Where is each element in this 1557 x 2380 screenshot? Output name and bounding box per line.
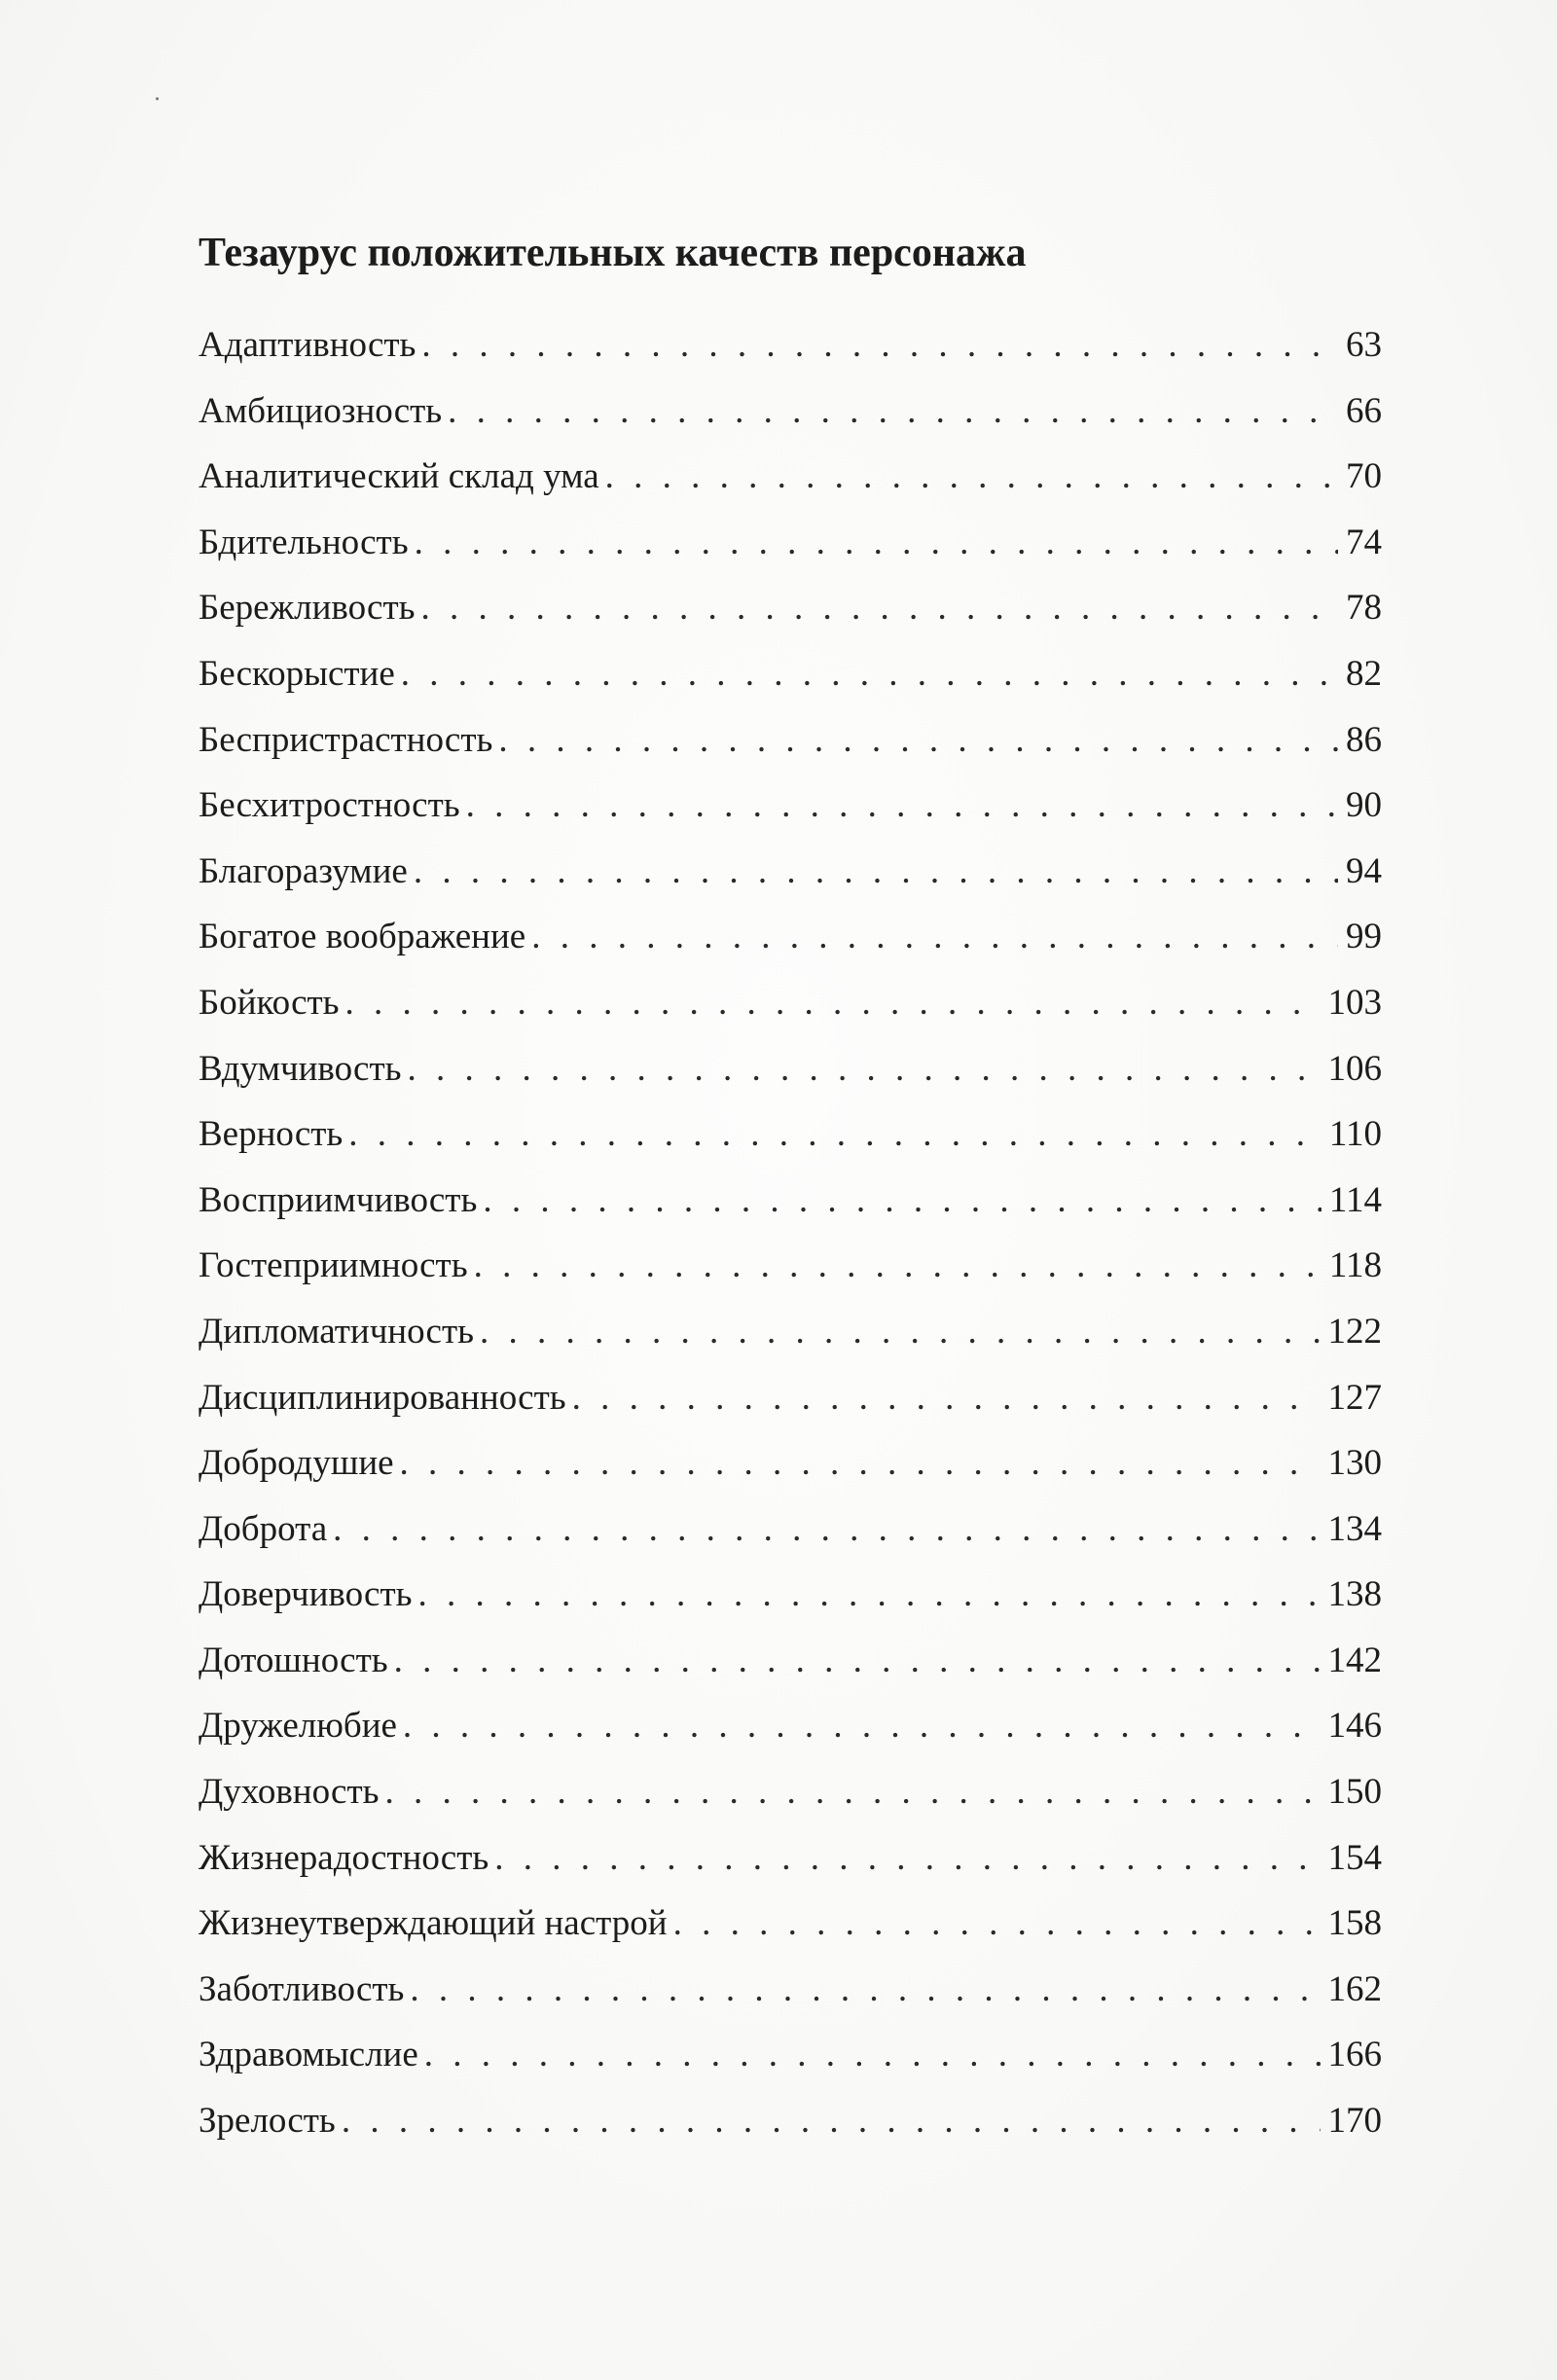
toc-entry <box>199 645 1382 711</box>
dot-leader <box>448 382 1338 441</box>
toc-title: Тезаурус положительных качеств персонажа <box>199 231 1027 275</box>
toc-entry-page-number: 130 <box>1327 1443 1382 1484</box>
dot-leader <box>348 1105 1322 1164</box>
toc-entry <box>199 776 1382 843</box>
toc-entry-label: Жизнерадостность <box>199 1837 489 1878</box>
toc-entry-label: Жизнеутверждающий настрой <box>199 1903 668 1944</box>
toc-entry <box>199 1500 1382 1567</box>
toc-entry-page-number: 74 <box>1346 522 1382 562</box>
dot-leader <box>531 908 1338 966</box>
toc-entry <box>199 1632 1382 1698</box>
toc-entry-label: Духовность <box>199 1772 380 1813</box>
toc-entry-page-number: 138 <box>1327 1574 1382 1615</box>
toc-entry-page-number: 150 <box>1327 1772 1382 1813</box>
toc-entry <box>199 1434 1382 1500</box>
dot-leader <box>400 1434 1321 1493</box>
toc-entry-page-number: 99 <box>1346 917 1382 957</box>
toc-entry-page-number: 66 <box>1346 390 1382 431</box>
toc-entry-label: Бесхитростность <box>199 785 460 826</box>
toc-entry-page-number: 82 <box>1346 653 1382 694</box>
dot-leader <box>333 1500 1320 1559</box>
dot-leader <box>418 1566 1321 1624</box>
toc-entry <box>199 448 1382 514</box>
toc-entry <box>199 1237 1382 1303</box>
dot-leader <box>421 316 1338 375</box>
toc-entry <box>199 1303 1382 1369</box>
toc-entry-page-number: 134 <box>1327 1508 1382 1549</box>
toc-entry <box>199 1566 1382 1632</box>
toc-entry-label: Восприимчивость <box>199 1179 478 1220</box>
toc-entry <box>199 316 1382 382</box>
dot-leader <box>401 645 1338 703</box>
toc-entry <box>199 1961 1382 2027</box>
toc-entry-page-number: 94 <box>1346 850 1382 891</box>
toc-entry <box>199 1697 1382 1763</box>
toc-entry <box>199 1105 1382 1172</box>
toc-entry-page-number: 146 <box>1327 1706 1382 1747</box>
toc-entry-label: Благоразумие <box>199 850 408 891</box>
toc-entry-page-number: 78 <box>1346 588 1382 629</box>
dot-leader <box>414 843 1338 901</box>
toc-entry-page-number: 114 <box>1328 1179 1382 1220</box>
dot-leader <box>342 2092 1321 2150</box>
toc-entry <box>199 1829 1382 1895</box>
toc-entry-page-number: 142 <box>1327 1640 1382 1680</box>
dot-leader <box>345 974 1321 1032</box>
toc-entry-page-number: 103 <box>1327 982 1382 1023</box>
toc-entry-page-number: 86 <box>1346 719 1382 760</box>
dot-leader <box>385 1763 1321 1821</box>
dot-leader <box>408 1040 1321 1099</box>
toc-entry-label: Дипломатичность <box>199 1311 474 1352</box>
toc-entry-page-number: 127 <box>1327 1377 1382 1418</box>
toc-entry-label: Верность <box>199 1114 344 1155</box>
dot-leader <box>415 514 1338 572</box>
dot-leader <box>494 1829 1320 1888</box>
toc-entry-label: Аналитический склад ума <box>199 456 599 497</box>
toc-entry-label: Добродушие <box>199 1443 394 1484</box>
toc-entry-label: Амбициозность <box>199 390 443 431</box>
toc-entry-page-number: 154 <box>1327 1837 1382 1878</box>
toc-entry-page-number: 63 <box>1346 325 1382 365</box>
dot-leader <box>572 1369 1321 1427</box>
toc-entry-label: Заботливость <box>199 1968 405 2009</box>
toc-entry <box>199 843 1382 909</box>
toc-entry <box>199 711 1382 777</box>
toc-entry <box>199 1894 1382 1961</box>
dot-leader <box>410 1961 1320 2019</box>
dot-leader <box>605 448 1338 506</box>
toc-entry-label: Зрелость <box>199 2101 336 2142</box>
dot-leader <box>394 1632 1321 1690</box>
dot-leader <box>474 1237 1322 1295</box>
dot-leader <box>466 776 1338 835</box>
paper-speck <box>156 97 159 100</box>
toc-entry-label: Доверчивость <box>199 1574 413 1615</box>
toc-entry-page-number: 110 <box>1328 1114 1382 1155</box>
toc-entry-page-number: 70 <box>1346 456 1382 497</box>
toc-entry <box>199 382 1382 449</box>
toc-entry-page-number: 118 <box>1328 1245 1382 1286</box>
toc-entry-label: Здравомыслие <box>199 2035 418 2075</box>
toc-entry-page-number: 166 <box>1327 2035 1382 2075</box>
toc-entry-label: Дотошность <box>199 1640 388 1680</box>
toc-entry-label: Беспристрастность <box>199 719 493 760</box>
dot-leader <box>480 1303 1321 1361</box>
toc-entry <box>199 974 1382 1040</box>
dot-leader <box>498 711 1338 770</box>
toc-entry <box>199 1369 1382 1435</box>
toc-entry <box>199 908 1382 974</box>
toc-entry-label: Бережливость <box>199 588 416 629</box>
toc-entry-page-number: 158 <box>1327 1903 1382 1944</box>
toc-entry-label: Бдительность <box>199 522 409 562</box>
dot-leader <box>421 579 1338 637</box>
toc-entry <box>199 1763 1382 1829</box>
dot-leader <box>673 1894 1321 1953</box>
toc-entry-label: Доброта <box>199 1508 328 1549</box>
toc-entry-page-number: 122 <box>1327 1311 1382 1352</box>
toc-entry-page-number: 106 <box>1327 1048 1382 1089</box>
toc-entry-page-number: 162 <box>1327 1968 1382 2009</box>
toc-entry-label: Бескорыстие <box>199 653 395 694</box>
dot-leader <box>403 1697 1321 1755</box>
toc-entry <box>199 514 1382 580</box>
toc-entry <box>199 2026 1382 2092</box>
toc-entry <box>199 1040 1382 1106</box>
toc-entry-page-number: 90 <box>1346 785 1382 826</box>
toc-entry-label: Дисциплинированность <box>199 1377 566 1418</box>
toc-entry <box>199 579 1382 645</box>
toc-entry-page-number: 170 <box>1327 2101 1382 2142</box>
toc-list <box>199 316 1382 2158</box>
toc-entry-label: Гостеприимность <box>199 1245 468 1286</box>
toc-entry <box>199 2092 1382 2158</box>
dot-leader <box>483 1172 1322 1230</box>
dot-leader <box>424 2026 1321 2084</box>
toc-entry-label: Дружелюбие <box>199 1706 397 1747</box>
toc-entry-label: Вдумчивость <box>199 1048 402 1089</box>
toc-entry-label: Бойкость <box>199 982 340 1023</box>
toc-entry-label: Адаптивность <box>199 325 416 365</box>
toc-entry-label: Богатое воображение <box>199 917 526 957</box>
toc-entry <box>199 1172 1382 1238</box>
